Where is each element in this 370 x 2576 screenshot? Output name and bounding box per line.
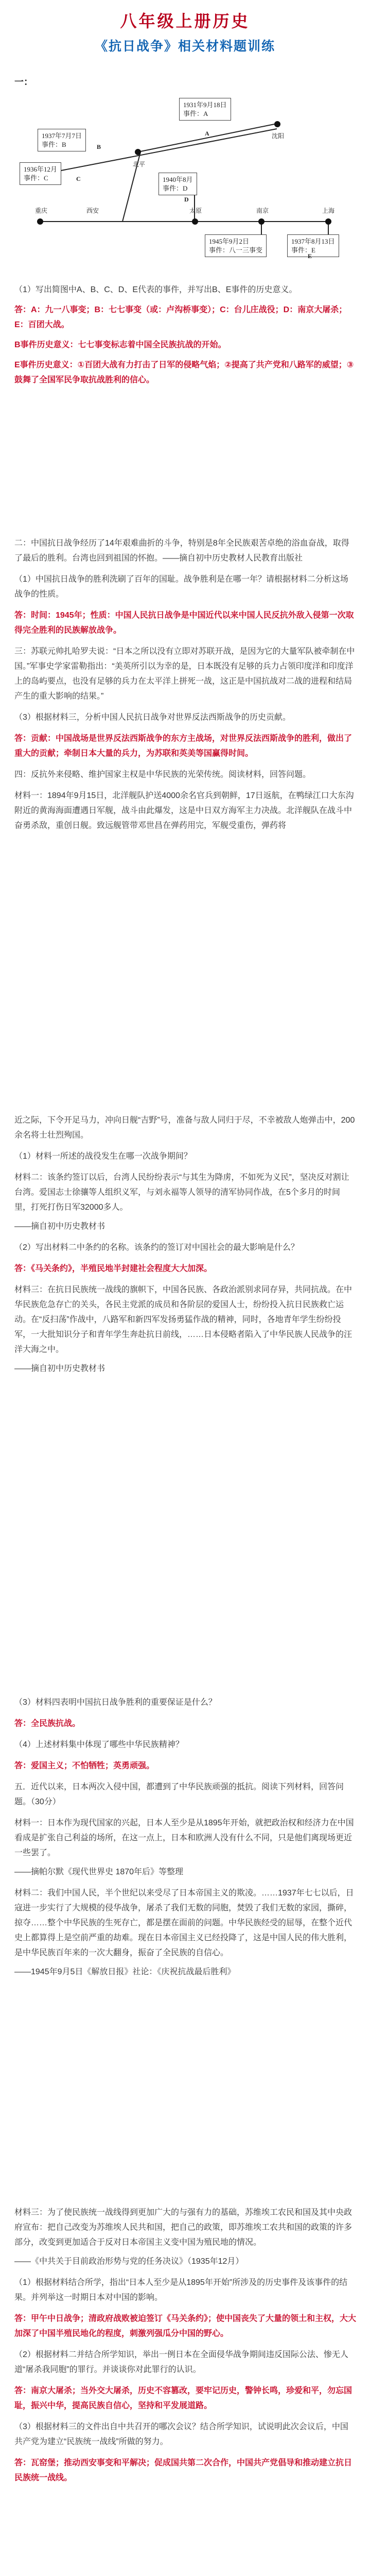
letter-e: E (308, 252, 312, 260)
question-3-2: （2）写出材料二中条约的名称。该条约的签订对中国社会的最大影响是什么？ (14, 1243, 299, 1252)
answer-1: 答：A：九一八事变；B：七七事变（或：卢沟桥事变）；C：台儿庄战役；D：南京大屠杀；E：百团大战。 (14, 306, 347, 329)
answer-2-1: 答：时间：1945年；性质：中国人民抗日战争是中国近代以来中国人民反抗外敌入侵第一次取得完全胜利的民族解放战争。 (14, 611, 354, 635)
answer-1b: B事件历史意义：七七事变标志着中国全民族抗战的开始。 (14, 341, 226, 349)
answer-3-2: 答：《马关条约》，半殖民地半封建社会程度大大加深。 (14, 1264, 213, 1273)
question-2-3: （3）根据材料三，分析中国人民抗日战争对世界反法西斯战争的历史贡献。 (14, 713, 291, 722)
answer-5-1: 答：甲午中日战争；清政府战败被迫签订《马关条约》；使中国丧失了大量的领土和主权，大大加深了中国半殖民地化的程度，刺激列强瓜分中国的野心。 (14, 2314, 357, 2338)
map-point-taiyuan (192, 218, 198, 225)
box-date: 1940年8月 (163, 176, 193, 183)
question-5-1: （1）根据材料结合所学，指出“日本人至少是从1895年开始”所涉及的历史事件及该事件的结果。并列举这一时期日本对中国的影响。 (14, 2278, 348, 2302)
letter-d: D (184, 196, 189, 203)
map-point-shenyang (274, 121, 280, 127)
box-event: 事件：D (163, 184, 188, 192)
section2-text (14, 536, 356, 833)
box-date: 1937年8月13日 (291, 238, 335, 245)
question-4-4: （4）上述材料集中体现了哪些中华民族精神？ (14, 1740, 184, 1749)
map-point-chongqing (37, 218, 43, 225)
map-point-shanghai (325, 218, 331, 225)
letter-b: B (97, 143, 101, 150)
letter-c: C (76, 175, 81, 182)
source-4-1: ——摘帕尔默《现代世界史 1870年后》等整理 (14, 1868, 184, 1876)
answer-4-4: 答：爱国主义；不怕牺牲；英勇顽强。 (14, 1761, 155, 1770)
answer-1c: E事件历史意义：①百团大战有力打击了日军的侵略气焰；②提高了共产党和八路军的威望；③鼓舞了全国军民争取抗战胜利的信心。 (14, 361, 354, 384)
label-nanjing: 南京 (256, 207, 269, 214)
section2-paragraph-2: 三：苏联元帅扎哈罗夫说：“日本之所以没有立即对苏联开战，是因为它的大量军队被牵制在中国。”军事史学家雷勒指出：“美英所引以为幸的是，日本既没有足够的兵力占领印度洋和印度洋上的岛屿要点，也没有足够的兵力在太平洋上拼死一战，这正是中国抗战对二战的进程和结局产生的重大影响的结果。” (14, 647, 355, 701)
label-xian: 西安 (86, 207, 99, 214)
source-3-2: ——摘自初中历史教材书 (14, 1222, 105, 1231)
box-date: 1945年9月2日 (209, 238, 250, 245)
source-4-2: ——1945年9月5日《解放日报》社论：《庆祝抗战最后胜利》 (14, 1968, 236, 1976)
label-chongqing: 重庆 (35, 207, 48, 214)
source-3-3: ——摘自初中历史教材书 (14, 1364, 105, 1373)
section2-paragraph-3: 四：反抗外来侵略、维护国家主权是中华民族的光荣传统。阅读材料，回答问题。 (14, 770, 311, 779)
box-event: 事件：八一三事变 (209, 246, 263, 254)
box-event: 事件：C (24, 174, 48, 182)
section3-paragraph-2: 材料二：该条约签订以后，台湾人民纷纷表示“与其生为降虏，不如死为义民”，坚决反对割让台湾。爱国志士徐骧等人组织义军，与刘永福等人领导的清军协同作战，在5个多月的时间里，打死打伤日军32000多人。 (14, 1173, 349, 1212)
question-2-1: （1）中国抗日战争的胜利洗刷了百年的国耻。战争胜利是在哪一年？请根据材料二分析这场战争的性质。 (14, 575, 348, 599)
section4-paragraph-1: 材料一：日本作为现代国家的兴起，日本人至少是从1895年开始，就把政治权和经济力在中国看成是扩张自己利益的场所，在这一点上，日本和欧洲人没有什么不同，只是他们离现场更近一些罢了。 (14, 1819, 354, 1857)
connector-line (138, 124, 277, 152)
event-box-1937b (287, 234, 339, 257)
question-1: （1）写出简图中A、B、C、D、E代表的事件，并写出B、E事件的历史意义。 (14, 285, 297, 294)
event-box-1931 (179, 98, 231, 121)
section4-text (14, 1695, 356, 1979)
answer-2-3: 答：贡献：中国战场是世界反法西斯战争的东方主战场，对世界反法西斯战争的胜利，做出了重大的贡献；牵制日本大量的兵力，为苏联和英美等国赢得时间。 (14, 734, 353, 758)
letter-a: A (205, 130, 209, 137)
section5-text (14, 2205, 356, 2485)
box-date: 1936年12月 (24, 165, 58, 173)
label-shenyang: 沈阳 (272, 132, 285, 140)
question-5-2: （2）根据材料二并结合所学知识，举出一例日本在全面侵华战争期间违反国际公法、惨无人道“屠杀我同胞”的罪行。并谈谈你对此罪行的认识。 (14, 2350, 348, 2374)
section3-paragraph-1: 近之际，下令开足马力，冲向日舰“吉野”号，准备与敌人同归于尽，不幸被敌人炮弹击中，200余名将士壮烈殉国。 (14, 1116, 355, 1140)
section-number-1: 一： (14, 77, 33, 87)
section3-text (14, 1113, 356, 1376)
box-date: 1931年9月18日 (183, 101, 227, 109)
answer-4-3: 答：全民族抗战。 (14, 1719, 81, 1728)
section1-text (14, 282, 356, 387)
label-beiping: 北平 (133, 161, 146, 168)
map-point-beiping (135, 149, 141, 155)
section2-paragraph-1: 二：中国抗日战争经历了14年艰难曲折的斗争，特别是8年全民族艰苦卓绝的浴血奋战，取得了最后的胜利。台湾也回到祖国的怀抱。——摘自初中历史教材人民教育出版社 (14, 539, 349, 563)
answer-5-2: 答：南京大屠杀；当外交大屠杀，历史不容篡改，要牢记历史，警钟长鸣，珍爱和平，勿忘国耻，振兴中华，提高民族自信心，坚持和平发展道路。 (14, 2386, 353, 2410)
timeline-diagram (20, 98, 354, 268)
section4-paragraph-2: 材料二：我们中国人民，半个世纪以来受尽了日本帝国主义的欺凌。……1937年七七以后，日寇进一步实行了大规模的侵华战争，屠杀了我们无数的同胞，焚毁了我们无数的家园，撕碎，掠夺……整个中华民族的生死存亡，都是摆在面前的问题。中华民族经受的屈辱，在整个近代史上都算得上是空前严重的劫难。现在日本帝国主义已经投降了，这是中国人民的伟大胜利，是中华民族百年来的一次大翻身，振奋了全民族的自信心。 (14, 1889, 354, 1957)
question-5-3: （3）根据材料三的文件出自中共召开的哪次会议？结合所学知识，试说明此次会议后，中国共产党为建立“民族统一战线”所做的努力。 (14, 2422, 348, 2446)
label-taiyuan: 太原 (189, 207, 202, 214)
box-event: 事件：E (291, 246, 315, 254)
map-point-nanjing (258, 218, 265, 225)
box-event: 事件：A (183, 110, 208, 117)
label-shanghai: 上海 (322, 207, 335, 214)
section3-paragraph-3: 材料三：在抗日民族统一战线的旗帜下，中国各民族、各政治派别求同存异，共同抗战。在中华民族危急存亡的关头，各民主党派的成员和各阶层的爱国人士，纷纷投入抗日民族救亡运动。在“反扫荡”作战中，八路军和新四军发扬勇猛作战的精神，同时，各地青年学生纷纷投军，一大批知识分子和青年学生奔赴抗日前线，……日本侵略者陷入了中华民族人民战争的汪洋大海之中。 (14, 1285, 353, 1354)
section4-intro: 五．近代以来，日本两次入侵中国，都遭到了中华民族顽强的抵抗。阅读下列材料，回答问题。（30分） (14, 1783, 344, 1806)
page-title: 八年级上册历史 (120, 11, 250, 31)
question-4-3: （3）材料四表明中国抗日战争胜利的重要保证是什么？ (14, 1698, 217, 1707)
box-event: 事件：B (42, 141, 66, 148)
section2-paragraph-4: 材料一：1894年9月15日，北洋舰队护送4000余名官兵到朝鲜，17日返航，在鸭绿江口大东沟附近的黄海海面遭遇日军舰，战斗由此爆发，这是中日双方海军主力决战。北洋舰队在战斗中奋勇杀敌，重创日舰。致远舰管带邓世昌在弹药用完，军舰受重伤，弹药将 (14, 791, 354, 830)
event-box-1936 (20, 162, 61, 185)
source-5-3: ——《中共关于目前政治形势与党的任务决议》（1935年12月） (14, 2257, 244, 2266)
box-date: 1937年7月7日 (42, 132, 82, 140)
answer-5-3: 答：瓦窑堡；推动西安事变和平解决；促成国共第二次合作，中国共产党倡导和推动建立抗日民族统一战线。 (14, 2459, 353, 2482)
section5-paragraph-3: 材料三：为了使民族统一战线得到更加广大的与强有力的基础，苏维埃工农民和国及其中央政府宣布：把自己改变为苏维埃人民共和国，把自己的政策，即苏维埃工农共和国的政策的许多部分，改变到更加适合于反对日本帝国主义变中国为殖民地的情况。 (14, 2208, 353, 2247)
event-box-1937 (38, 129, 86, 151)
event-box-1940 (158, 173, 197, 195)
page-subtitle: 《抗日战争》相关材料题训练 (94, 39, 275, 54)
question-3-1: （1）材料一所述的战役发生在哪一次战争期间？ (14, 1152, 192, 1161)
event-box-1945 (205, 234, 267, 257)
